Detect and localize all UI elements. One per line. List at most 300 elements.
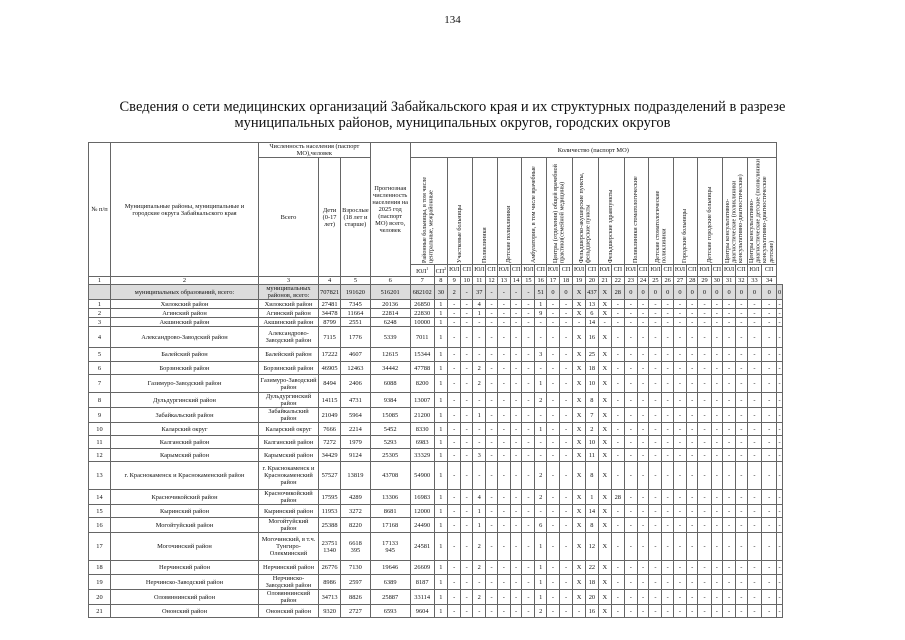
quantity-cell: -: [448, 423, 461, 436]
quantity-cell: -: [649, 590, 662, 605]
column-number: 23: [624, 277, 637, 285]
quantity-cell: -: [624, 423, 637, 436]
quantity-cell: -: [461, 300, 473, 309]
sub-label: СП: [764, 267, 774, 274]
quantity-cell: -: [711, 375, 722, 393]
mo-name: Карымский район: [259, 449, 319, 462]
row-number: 21: [89, 605, 111, 618]
quantity-cell: -: [723, 462, 736, 490]
quantity-cell: -: [560, 375, 573, 393]
quantity-cell: -: [546, 436, 559, 449]
quantity-cell: 1: [434, 490, 447, 505]
row-number: 2: [89, 309, 111, 318]
quantity-cell: -: [673, 462, 686, 490]
population-adults: 6088: [370, 375, 410, 393]
quantity-cell: -: [486, 318, 497, 327]
population-forecast: 8200: [410, 375, 434, 393]
quantity-cell: -: [711, 436, 722, 449]
quantity-cell: -: [747, 561, 762, 575]
header-sub-ul: [410, 265, 434, 277]
sub-label: ЮЛ: [523, 267, 534, 274]
quantity-cell: -: [624, 348, 637, 362]
quantity-cell: -: [497, 518, 510, 533]
quantity-cell: -: [776, 518, 782, 533]
quantity-cell: -: [522, 318, 535, 327]
quantity-cell: -: [486, 423, 497, 436]
quantity-cell: -: [698, 309, 711, 318]
quantity-cell: -: [736, 505, 747, 518]
quantity-cell: -: [662, 462, 673, 490]
population-forecast: 33114: [410, 590, 434, 605]
quantity-cell: -: [747, 490, 762, 505]
quantity-cell: -: [486, 449, 497, 462]
district-name: Карымский район: [111, 449, 259, 462]
population-adults: 17133 945: [370, 533, 410, 561]
quantity-cell: 3: [535, 348, 546, 362]
quantity-cell: -: [461, 575, 473, 590]
header-sub-ul: [546, 265, 559, 277]
population-adults: 17168: [370, 518, 410, 533]
quantity-cell: -: [546, 327, 559, 348]
quantity-cell: 0: [687, 285, 698, 300]
quantity-cell: -: [522, 533, 535, 561]
quantity-cell: -: [546, 449, 559, 462]
quantity-cell: -: [546, 362, 559, 375]
table-row: [89, 590, 783, 605]
quantity-cell: 20: [586, 590, 599, 605]
quantity-cell: -: [510, 518, 521, 533]
quantity-cell: 2: [473, 362, 486, 375]
quantity-cell: -: [611, 327, 624, 348]
quantity-cell: -: [747, 393, 762, 408]
quantity-cell: -: [711, 490, 722, 505]
quantity-cell: 1: [535, 590, 546, 605]
quantity-cell: -: [461, 318, 473, 327]
quantity-cell: -: [461, 533, 473, 561]
mo-name: муниципальных районов, всего:: [259, 285, 319, 300]
quantity-cell: -: [560, 449, 573, 462]
facility-type-label: Фельдшерские здравпункты: [607, 189, 614, 263]
sub-label: ЮЛ: [547, 267, 559, 274]
quantity-cell: -: [762, 309, 777, 318]
quantity-cell: -: [687, 436, 698, 449]
quantity-cell: 1: [434, 375, 447, 393]
quantity-cell: -: [510, 605, 521, 618]
quantity-cell: -: [535, 318, 546, 327]
sub-label: ЮЛ: [625, 267, 636, 274]
quantity-cell: -: [510, 533, 521, 561]
header-sub-sp: [711, 265, 722, 277]
quantity-cell: -: [711, 605, 722, 618]
quantity-cell: -: [673, 300, 686, 309]
footnote-mark: 2: [444, 266, 447, 271]
quantity-cell: -: [723, 575, 736, 590]
quantity-cell: -: [624, 533, 637, 561]
medical-network-table: [88, 142, 783, 618]
header-facility-type: [598, 158, 624, 265]
quantity-cell: -: [747, 590, 762, 605]
quantity-cell: -: [711, 449, 722, 462]
quantity-cell: 2: [448, 285, 461, 300]
population-adults: 20136: [370, 300, 410, 309]
quantity-cell: -: [510, 490, 521, 505]
quantity-cell: -: [522, 590, 535, 605]
quantity-cell: -: [497, 362, 510, 375]
quantity-cell: -: [762, 590, 777, 605]
population-forecast: 47788: [410, 362, 434, 375]
quantity-cell: -: [624, 408, 637, 423]
quantity-cell: -: [687, 348, 698, 362]
population-forecast: 24490: [410, 518, 434, 533]
quantity-cell: -: [611, 462, 624, 490]
district-name: Забайкальский район: [111, 408, 259, 423]
quantity-cell: -: [546, 605, 559, 618]
quantity-cell: -: [687, 561, 698, 575]
quantity-cell: -: [624, 318, 637, 327]
quantity-cell: -: [649, 561, 662, 575]
mo-name: Дульдургинский район: [259, 393, 319, 408]
row-number: 15: [89, 505, 111, 518]
population-total: 707821: [319, 285, 341, 300]
facility-type-label: Детские городские больницы: [706, 186, 713, 263]
quantity-cell: 1: [434, 318, 447, 327]
quantity-cell: -: [560, 605, 573, 618]
header-sub-sp: [662, 265, 673, 277]
column-number: 34: [762, 277, 777, 285]
population-forecast: 8330: [410, 423, 434, 436]
quantity-cell: 14: [586, 318, 599, 327]
quantity-cell: -: [687, 362, 698, 375]
quantity-cell: -: [762, 318, 777, 327]
population-forecast: 9604: [410, 605, 434, 618]
quantity-cell: 8: [586, 393, 599, 408]
quantity-cell: 1: [434, 590, 447, 605]
quantity-cell: -: [624, 309, 637, 318]
quantity-cell: -: [510, 348, 521, 362]
sub-label: СП: [712, 267, 722, 274]
quantity-cell: -: [560, 505, 573, 518]
population-adults: 6593: [370, 605, 410, 618]
population-children: 8826: [341, 590, 371, 605]
quantity-cell: 2: [473, 590, 486, 605]
quantity-cell: -: [662, 590, 673, 605]
quantity-cell: -: [736, 408, 747, 423]
population-adults: 25887: [370, 590, 410, 605]
population-children: 2727: [341, 605, 371, 618]
district-name: Могочинский район: [111, 533, 259, 561]
quantity-cell: -: [687, 300, 698, 309]
quantity-cell: -: [573, 318, 586, 327]
quantity-cell: -: [497, 561, 510, 575]
column-number: 18: [560, 277, 573, 285]
quantity-cell: -: [497, 327, 510, 348]
quantity-cell: 12: [586, 533, 599, 561]
quantity-cell: -: [611, 561, 624, 575]
column-number: 25: [649, 277, 662, 285]
quantity-cell: -: [673, 575, 686, 590]
quantity-cell: 1: [434, 449, 447, 462]
quantity-cell: -: [473, 605, 486, 618]
column-number: 8: [434, 277, 447, 285]
quantity-cell: -: [747, 309, 762, 318]
population-total: 25388: [319, 518, 341, 533]
population-adults: 5452: [370, 423, 410, 436]
quantity-cell: -: [747, 375, 762, 393]
quantity-cell: 0: [546, 285, 559, 300]
quantity-cell: -: [662, 436, 673, 449]
quantity-cell: 10: [586, 375, 599, 393]
mo-name: Каларский округ: [259, 423, 319, 436]
facility-type-label: Участковые больницы: [456, 204, 463, 263]
quantity-cell: -: [461, 348, 473, 362]
quantity-cell: -: [486, 462, 497, 490]
quantity-cell: -: [546, 462, 559, 490]
quantity-cell: -: [486, 590, 497, 605]
quantity-cell: X: [598, 309, 611, 318]
mo-name: Могойтуйский район: [259, 518, 319, 533]
quantity-cell: -: [448, 393, 461, 408]
quantity-cell: -: [687, 605, 698, 618]
quantity-cell: -: [497, 605, 510, 618]
quantity-cell: -: [776, 309, 782, 318]
quantity-cell: 2: [535, 462, 546, 490]
quantity-cell: -: [673, 490, 686, 505]
row-number: 18: [89, 561, 111, 575]
quantity-cell: X: [573, 561, 586, 575]
quantity-cell: -: [747, 518, 762, 533]
district-name: Кыринский район: [111, 505, 259, 518]
quantity-cell: -: [611, 423, 624, 436]
quantity-cell: -: [497, 285, 510, 300]
quantity-cell: -: [673, 375, 686, 393]
quantity-cell: -: [687, 327, 698, 348]
quantity-cell: -: [624, 605, 637, 618]
quantity-cell: -: [736, 462, 747, 490]
population-forecast: 10000: [410, 318, 434, 327]
quantity-cell: -: [486, 605, 497, 618]
header-sub-ul: [723, 265, 736, 277]
quantity-cell: X: [573, 300, 586, 309]
quantity-cell: -: [448, 590, 461, 605]
quantity-cell: -: [510, 300, 521, 309]
quantity-cell: -: [662, 408, 673, 423]
quantity-cell: -: [723, 436, 736, 449]
table-row: [89, 423, 783, 436]
header-facility-type: [410, 158, 447, 265]
quantity-cell: -: [448, 449, 461, 462]
column-number: 30: [711, 277, 722, 285]
quantity-cell: -: [522, 408, 535, 423]
quantity-cell: -: [762, 490, 777, 505]
sub-label: СП: [688, 267, 697, 274]
quantity-cell: -: [747, 423, 762, 436]
quantity-cell: -: [736, 362, 747, 375]
quantity-cell: 2: [535, 393, 546, 408]
quantity-cell: -: [637, 362, 648, 375]
quantity-cell: -: [723, 393, 736, 408]
quantity-cell: -: [662, 505, 673, 518]
population-children: 13819: [341, 462, 371, 490]
quantity-cell: 2: [535, 490, 546, 505]
quantity-cell: 1: [434, 423, 447, 436]
mo-name: Агинский район: [259, 309, 319, 318]
row-number: 10: [89, 423, 111, 436]
quantity-cell: -: [673, 533, 686, 561]
quantity-cell: -: [510, 408, 521, 423]
quantity-cell: 4: [473, 490, 486, 505]
quantity-cell: -: [448, 561, 461, 575]
header-sub-sp: [611, 265, 624, 277]
quantity-cell: -: [673, 327, 686, 348]
population-total: 34478: [319, 309, 341, 318]
quantity-cell: -: [637, 423, 648, 436]
quantity-cell: -: [747, 300, 762, 309]
header-sub-ul: [649, 265, 662, 277]
quantity-cell: -: [776, 575, 782, 590]
table-row: [89, 561, 783, 575]
column-number: 22: [611, 277, 624, 285]
quantity-cell: -: [747, 533, 762, 561]
table-row: [89, 533, 783, 561]
quantity-cell: -: [510, 462, 521, 490]
quantity-cell: -: [723, 449, 736, 462]
quantity-cell: -: [486, 436, 497, 449]
header-sub-sp: [510, 265, 521, 277]
quantity-cell: -: [762, 436, 777, 449]
quantity-cell: -: [510, 505, 521, 518]
quantity-cell: X: [573, 423, 586, 436]
quantity-cell: -: [461, 490, 473, 505]
quantity-cell: -: [448, 375, 461, 393]
quantity-cell: X: [598, 285, 611, 300]
population-total: 34713: [319, 590, 341, 605]
quantity-cell: -: [673, 436, 686, 449]
quantity-cell: -: [560, 348, 573, 362]
quantity-cell: -: [673, 408, 686, 423]
population-total: 8986: [319, 575, 341, 590]
quantity-cell: -: [611, 348, 624, 362]
table-row: [89, 436, 783, 449]
quantity-cell: -: [611, 590, 624, 605]
quantity-cell: -: [723, 362, 736, 375]
quantity-cell: -: [723, 423, 736, 436]
mo-name: Борзинский район: [259, 362, 319, 375]
quantity-cell: X: [598, 490, 611, 505]
row-number: 19: [89, 575, 111, 590]
quantity-cell: -: [762, 423, 777, 436]
sub-label: ЮЛ: [650, 267, 661, 274]
quantity-cell: -: [637, 375, 648, 393]
quantity-cell: -: [673, 449, 686, 462]
quantity-cell: 0: [649, 285, 662, 300]
quantity-cell: -: [624, 300, 637, 309]
quantity-cell: -: [662, 327, 673, 348]
district-name: Ононский район: [111, 605, 259, 618]
quantity-cell: 11: [586, 449, 599, 462]
quantity-cell: -: [611, 408, 624, 423]
quantity-cell: -: [522, 490, 535, 505]
quantity-cell: -: [747, 462, 762, 490]
quantity-cell: -: [461, 605, 473, 618]
district-name: Балейский район: [111, 348, 259, 362]
quantity-cell: 1: [434, 518, 447, 533]
quantity-cell: -: [497, 423, 510, 436]
mo-name: Ононский район: [259, 605, 319, 618]
population-adults: 43708: [370, 462, 410, 490]
district-name: Нерчинский район: [111, 561, 259, 575]
quantity-cell: X: [598, 408, 611, 423]
column-number: 14: [510, 277, 521, 285]
quantity-cell: 1: [434, 505, 447, 518]
quantity-cell: -: [560, 575, 573, 590]
quantity-cell: -: [546, 348, 559, 362]
table-header: [89, 143, 783, 285]
quantity-cell: -: [711, 462, 722, 490]
quantity-cell: -: [723, 375, 736, 393]
quantity-cell: -: [510, 436, 521, 449]
header-sub-sp: [486, 265, 497, 277]
quantity-cell: -: [762, 505, 777, 518]
quantity-cell: -: [649, 375, 662, 393]
quantity-cell: -: [473, 348, 486, 362]
quantity-cell: -: [448, 505, 461, 518]
quantity-cell: 0: [711, 285, 722, 300]
column-number: 16: [535, 277, 546, 285]
quantity-cell: -: [637, 300, 648, 309]
quantity-cell: -: [461, 408, 473, 423]
quantity-cell: -: [546, 309, 559, 318]
quantity-cell: 1: [535, 300, 546, 309]
quantity-cell: -: [522, 285, 535, 300]
quantity-cell: -: [711, 362, 722, 375]
quantity-cell: 6: [586, 309, 599, 318]
page-number: 134: [444, 14, 461, 26]
population-forecast: 24581: [410, 533, 434, 561]
quantity-cell: -: [711, 590, 722, 605]
quantity-cell: -: [461, 590, 473, 605]
quantity-cell: -: [711, 575, 722, 590]
column-number: 31: [723, 277, 736, 285]
quantity-cell: -: [698, 449, 711, 462]
header-adults: Взрослые (18 лет и старше): [341, 158, 371, 277]
quantity-cell: -: [698, 575, 711, 590]
quantity-cell: -: [747, 327, 762, 348]
quantity-cell: 1: [535, 375, 546, 393]
quantity-cell: -: [736, 375, 747, 393]
quantity-cell: -: [736, 393, 747, 408]
quantity-cell: X: [573, 505, 586, 518]
quantity-cell: -: [522, 375, 535, 393]
quantity-cell: -: [611, 449, 624, 462]
column-number: 26: [662, 277, 673, 285]
quantity-cell: -: [747, 436, 762, 449]
quantity-cell: -: [762, 605, 777, 618]
quantity-cell: -: [497, 318, 510, 327]
quantity-cell: -: [448, 462, 461, 490]
header-facility-type: [649, 158, 674, 265]
quantity-cell: -: [573, 605, 586, 618]
header-sub-sp: [586, 265, 599, 277]
quantity-cell: -: [649, 408, 662, 423]
quantity-cell: -: [497, 348, 510, 362]
quantity-cell: -: [497, 575, 510, 590]
column-number: 6: [370, 277, 410, 285]
quantity-cell: 25: [586, 348, 599, 362]
quantity-cell: -: [510, 375, 521, 393]
header-facility-type: [747, 158, 776, 265]
quantity-cell: -: [560, 561, 573, 575]
quantity-cell: 8: [586, 462, 599, 490]
